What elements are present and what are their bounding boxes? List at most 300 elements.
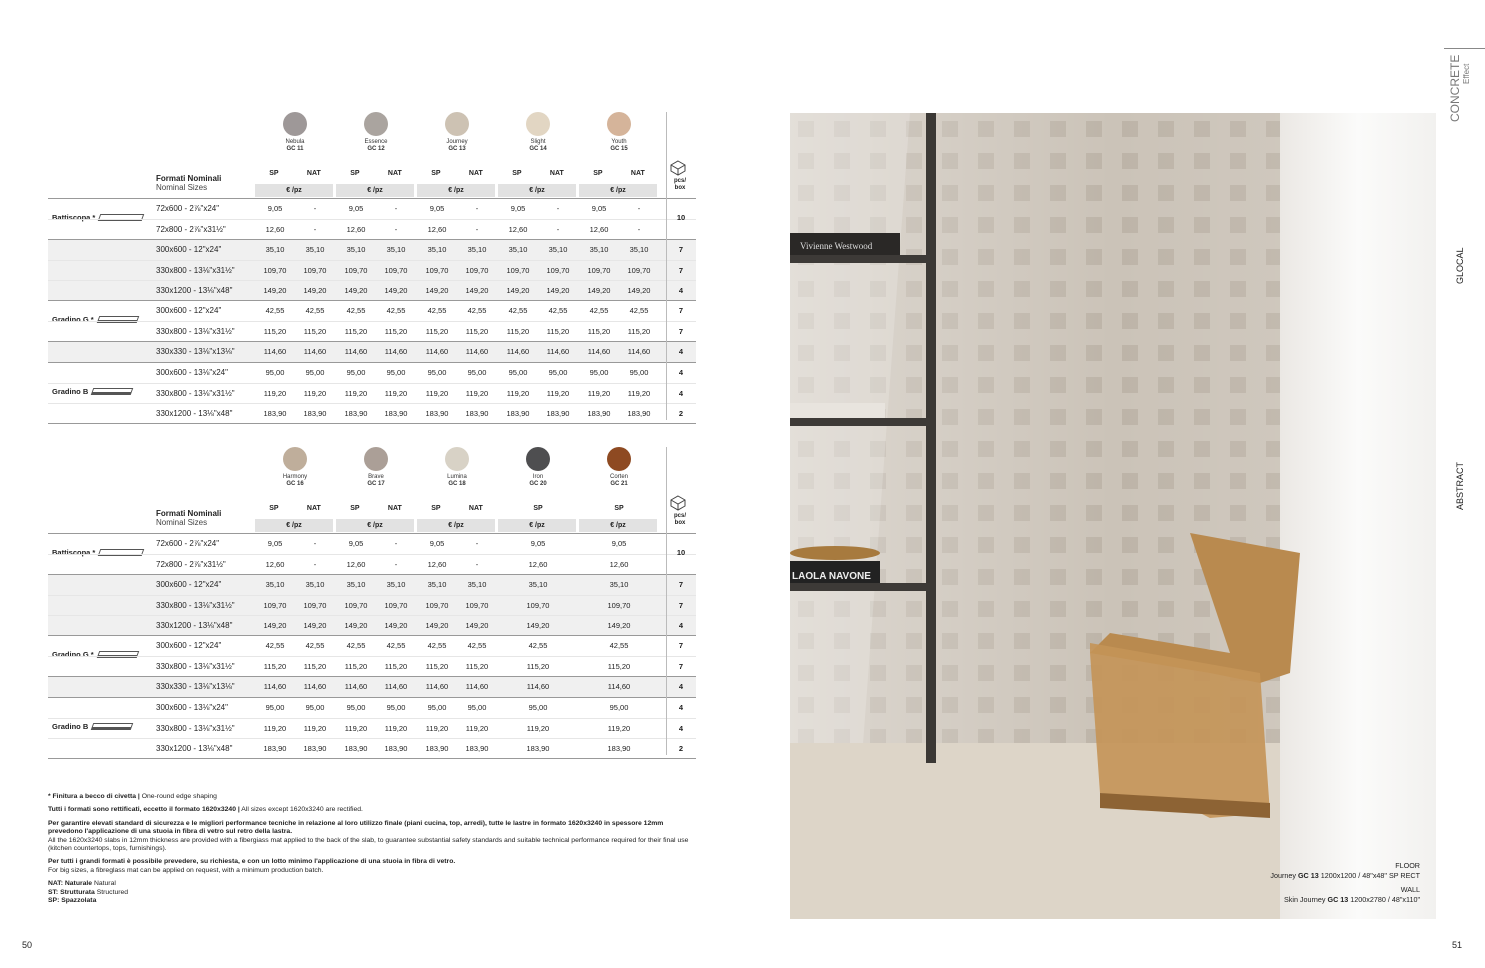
size-cell: 330x800 - 13⅛"x31½" <box>156 662 235 671</box>
price-sp: 109,70 <box>344 601 368 610</box>
price-sp: 95,00 <box>265 368 285 377</box>
swatch-iron <box>498 447 578 488</box>
swatch-youth <box>579 112 659 153</box>
colour-code: GC 12 <box>367 146 385 152</box>
price-nat: 149,20 <box>303 621 327 630</box>
price-nat: 119,20 <box>627 389 651 398</box>
finish-labels: SP NAT <box>269 170 321 177</box>
price-sp: 114,60 <box>587 347 611 356</box>
price-nat: 119,20 <box>465 389 489 398</box>
price-unit: € /pz <box>255 519 333 532</box>
finish-labels: SP NAT <box>350 505 402 512</box>
colour-name: Harmony <box>282 474 308 480</box>
price-sp: 119,20 <box>263 724 287 733</box>
price-sp: 35,10 <box>508 245 528 254</box>
size-cell: 72x800 - 2⅞"x31½" <box>156 225 226 234</box>
price-sp: 35,10 <box>528 580 548 589</box>
swatch-essence <box>336 112 416 153</box>
colour-dot <box>283 447 307 471</box>
price-sp: 9,05 <box>429 539 445 548</box>
box-icon <box>670 160 686 176</box>
price-sp: 114,60 <box>425 347 449 356</box>
finish-labels: SP NAT <box>512 170 564 177</box>
price-unit: € /pz <box>255 184 333 197</box>
price-unit: € /pz <box>498 184 576 197</box>
pcs-cell: 4 <box>678 347 684 356</box>
colour-code: GC 15 <box>610 146 628 152</box>
price-nat: 95,00 <box>305 703 325 712</box>
tab-glocal[interactable]: GLOCAL <box>1455 247 1465 284</box>
price-sp: 115,20 <box>344 662 368 671</box>
price-nat: 114,60 <box>303 347 327 356</box>
price-nat: - <box>475 225 479 234</box>
table-row <box>48 738 696 758</box>
price-nat: 114,60 <box>627 347 651 356</box>
table-row <box>48 595 696 615</box>
price-nat: 149,20 <box>384 621 408 630</box>
size-cell: 300x600 - 12"x24" <box>156 641 222 650</box>
colour-code: GC 21 <box>610 481 628 487</box>
price-nat: 35,10 <box>305 245 325 254</box>
price-nat: 109,70 <box>384 601 408 610</box>
price-nat: 114,60 <box>465 682 489 691</box>
colour-code: GC 16 <box>286 481 304 487</box>
price-sp: 12,60 <box>427 225 447 234</box>
price-unit: € /pz <box>498 519 576 532</box>
price-nat: 149,20 <box>384 286 408 295</box>
colour-name: Lumina <box>447 474 467 480</box>
price-sp: 183,90 <box>425 409 449 418</box>
table-row <box>48 342 696 362</box>
price-nat: 115,20 <box>303 662 327 671</box>
price-nat: 95,00 <box>386 703 406 712</box>
colour-dot <box>607 112 631 136</box>
price-unit: € /pz <box>579 519 657 532</box>
price-sp: 119,20 <box>344 389 368 398</box>
price-nat: 183,90 <box>303 744 327 753</box>
price-sp: 35,10 <box>346 580 366 589</box>
size-cell: 330x1200 - 13⅛"x48" <box>156 744 233 753</box>
price-sp: 35,10 <box>589 245 609 254</box>
price-sp: 119,20 <box>506 389 530 398</box>
price-table-2 <box>48 447 696 759</box>
interior-illustration <box>790 113 1436 919</box>
price-nat: - <box>556 225 560 234</box>
colour-code: GC 13 <box>448 146 466 152</box>
price-nat: 109,70 <box>384 266 408 275</box>
price-nat: 119,20 <box>465 724 489 733</box>
size-cell: 330x800 - 13⅛"x31½" <box>156 266 235 275</box>
colour-name: Nebula <box>285 139 305 145</box>
table-row <box>48 383 696 403</box>
price-nat: 109,70 <box>465 601 489 610</box>
colour-swatches <box>48 447 696 507</box>
price-sp: 114,60 <box>526 682 550 691</box>
product-label: Battiscopa * <box>52 548 143 557</box>
size-cell: 330x800 - 13⅛"x31½" <box>156 389 235 398</box>
pcs-cell: 4 <box>678 703 684 712</box>
product-group <box>48 533 696 574</box>
price-sp: 183,90 <box>344 409 368 418</box>
table-row <box>48 554 696 574</box>
price-sp: 9,05 <box>611 539 627 548</box>
colour-name: Journey <box>446 139 468 145</box>
pcs-per-box-heading: pcs/ box <box>673 178 686 191</box>
table-header <box>48 172 696 198</box>
price-sp: 9,05 <box>510 204 526 213</box>
price-nat: 115,20 <box>546 327 570 336</box>
price-nat: - <box>313 204 317 213</box>
size-cell: 330x1200 - 13⅛"x48" <box>156 621 233 630</box>
price-nat: 183,90 <box>465 744 489 753</box>
pcs-cell: 4 <box>678 286 684 295</box>
pcs-column-rule <box>666 447 667 755</box>
size-cell: 330x800 - 13⅛"x31½" <box>156 327 235 336</box>
finish-labels: SP <box>533 505 543 512</box>
swatch-corten <box>579 447 659 488</box>
finish-labels: SP NAT <box>431 170 483 177</box>
price-sp: 115,20 <box>526 662 550 671</box>
product-label: Gradino G * <box>52 315 138 324</box>
tab-effect: Effect <box>1462 63 1471 84</box>
price-nat: 95,00 <box>386 368 406 377</box>
price-sp: 183,90 <box>344 744 368 753</box>
price-nat: 35,10 <box>548 245 568 254</box>
colour-dot <box>526 112 550 136</box>
price-sp: 119,20 <box>344 724 368 733</box>
table-row <box>48 240 696 260</box>
price-sp: 109,70 <box>263 266 287 275</box>
price-nat: 95,00 <box>629 368 649 377</box>
price-nat: 109,70 <box>303 601 327 610</box>
price-sp: 115,20 <box>425 662 449 671</box>
table-row <box>48 280 696 300</box>
price-sp: 12,60 <box>589 225 609 234</box>
price-nat: 35,10 <box>305 580 325 589</box>
price-nat: 109,70 <box>627 266 651 275</box>
swatch-harmony <box>255 447 335 488</box>
price-sp: 42,55 <box>265 306 285 315</box>
colour-name: Iron <box>532 474 544 480</box>
product-group <box>48 697 696 758</box>
product-group <box>48 300 696 341</box>
colour-swatches <box>48 112 696 172</box>
formats-heading: Formati Nominali Nominal Sizes <box>156 174 222 192</box>
price-nat: 109,70 <box>465 266 489 275</box>
price-sp: 9,05 <box>530 539 546 548</box>
colour-code: GC 17 <box>367 481 385 487</box>
price-nat: - <box>394 560 398 569</box>
price-sp: 149,20 <box>607 621 631 630</box>
colour-code: GC 18 <box>448 481 466 487</box>
price-nat: 95,00 <box>548 368 568 377</box>
price-nat: - <box>475 539 479 548</box>
price-nat: 95,00 <box>305 368 325 377</box>
price-nat: 183,90 <box>384 744 408 753</box>
price-sp: 109,70 <box>344 266 368 275</box>
pcs-cell: 7 <box>678 641 684 650</box>
pcs-cell: 4 <box>678 368 684 377</box>
price-nat: 183,90 <box>465 409 489 418</box>
finish-labels: SP NAT <box>350 170 402 177</box>
pcs-cell: 7 <box>678 327 684 336</box>
pcs-cell: 7 <box>678 601 684 610</box>
price-unit: € /pz <box>579 184 657 197</box>
product-group <box>48 341 696 362</box>
size-cell: 330x800 - 13⅛"x31½" <box>156 601 235 610</box>
price-sp: 95,00 <box>508 368 528 377</box>
price-nat: 115,20 <box>627 327 651 336</box>
product-group <box>48 574 696 635</box>
pcs-cell: 7 <box>678 306 684 315</box>
price-nat: 115,20 <box>465 662 489 671</box>
price-sp: 109,70 <box>607 601 631 610</box>
price-sp: 35,10 <box>265 245 285 254</box>
finish-labels: SP NAT <box>269 505 321 512</box>
price-nat: 35,10 <box>467 245 487 254</box>
price-nat: 119,20 <box>546 389 570 398</box>
size-cell: 300x600 - 12"x24" <box>156 580 222 589</box>
price-unit: € /pz <box>336 184 414 197</box>
price-sp: 115,20 <box>263 327 287 336</box>
product-group <box>48 635 696 676</box>
swatch-journey <box>417 112 497 153</box>
price-sp: 149,20 <box>425 286 449 295</box>
table-row <box>48 321 696 341</box>
price-sp: 119,20 <box>263 389 287 398</box>
product-label: Gradino B <box>52 722 132 731</box>
price-sp: 95,00 <box>346 703 366 712</box>
price-sp: 149,20 <box>526 621 550 630</box>
pcs-cell: 7 <box>678 662 684 671</box>
size-cell: 330x1200 - 13⅛"x48" <box>156 409 233 418</box>
colour-name: Brave <box>368 474 384 480</box>
price-sp: 149,20 <box>344 621 368 630</box>
price-nat: 183,90 <box>384 409 408 418</box>
book-spine-1: Vivienne Westwood <box>800 241 873 251</box>
price-sp: 119,20 <box>587 389 611 398</box>
price-sp: 95,00 <box>609 703 629 712</box>
price-nat: 119,20 <box>384 389 408 398</box>
price-sp: 35,10 <box>427 245 447 254</box>
pcs-cell: 4 <box>678 621 684 630</box>
price-sp: 115,20 <box>344 327 368 336</box>
table-row <box>48 219 696 239</box>
price-sp: 115,20 <box>263 662 287 671</box>
table-row <box>48 698 696 718</box>
product-group <box>48 362 696 423</box>
swatch-lumina <box>417 447 497 488</box>
price-nat: 183,90 <box>627 409 651 418</box>
price-sp: 35,10 <box>609 580 629 589</box>
price-sp: 115,20 <box>607 662 631 671</box>
table-header <box>48 507 696 533</box>
colour-code: GC 11 <box>286 146 304 152</box>
product-group <box>48 676 696 697</box>
price-nat: - <box>637 204 641 213</box>
price-sp: 109,70 <box>526 601 550 610</box>
table-row <box>48 636 696 656</box>
price-nat: 149,20 <box>465 286 489 295</box>
table-row <box>48 363 696 383</box>
price-sp: 12,60 <box>427 560 447 569</box>
price-sp: 149,20 <box>587 286 611 295</box>
pcs-cell: 4 <box>678 724 684 733</box>
colour-dot <box>283 112 307 136</box>
price-sp: 149,20 <box>425 621 449 630</box>
price-sp: 109,70 <box>425 266 449 275</box>
colour-name: Essence <box>364 139 388 145</box>
pcs-cell: 2 <box>678 409 684 418</box>
price-nat: - <box>637 225 641 234</box>
price-nat: 35,10 <box>386 580 406 589</box>
price-sp: 109,70 <box>506 266 530 275</box>
price-nat: 114,60 <box>384 347 408 356</box>
price-sp: 183,90 <box>263 744 287 753</box>
price-nat: 42,55 <box>467 641 487 650</box>
size-cell: 72x800 - 2⅞"x31½" <box>156 560 226 569</box>
price-sp: 115,20 <box>425 327 449 336</box>
price-sp: 119,20 <box>607 724 631 733</box>
finish-labels: SP NAT <box>431 505 483 512</box>
size-cell: 330x800 - 13⅛"x31½" <box>156 724 235 733</box>
price-nat: - <box>475 560 479 569</box>
price-nat: - <box>556 204 560 213</box>
price-nat: 149,20 <box>303 286 327 295</box>
price-sp: 119,20 <box>526 724 550 733</box>
photo-caption: FLOOR Journey GC 13 1200x1200 / 48"x48" SP RECT WALL Skin Journey GC 13 1200x2780 / 48"x110" <box>1270 861 1420 904</box>
box-icon <box>670 495 686 511</box>
price-unit: € /pz <box>417 184 495 197</box>
price-nat: 109,70 <box>546 266 570 275</box>
price-nat: 114,60 <box>384 682 408 691</box>
price-sp: 119,20 <box>425 724 449 733</box>
price-sp: 149,20 <box>263 286 287 295</box>
price-nat: 114,60 <box>303 682 327 691</box>
size-cell: 300x600 - 12"x24" <box>156 245 222 254</box>
pcs-cell: 10 <box>676 213 686 222</box>
colour-code: GC 20 <box>529 481 547 487</box>
price-unit: € /pz <box>336 519 414 532</box>
price-sp: 183,90 <box>425 744 449 753</box>
price-nat: 42,55 <box>386 306 406 315</box>
price-nat: 183,90 <box>546 409 570 418</box>
price-sp: 12,60 <box>609 560 629 569</box>
product-label: Gradino G * <box>52 650 138 659</box>
price-sp: 35,10 <box>427 580 447 589</box>
price-sp: 42,55 <box>427 306 447 315</box>
colour-dot <box>607 447 631 471</box>
price-sp: 95,00 <box>427 368 447 377</box>
price-sp: 12,60 <box>508 225 528 234</box>
size-cell: 300x600 - 13⅛"x24" <box>156 703 228 712</box>
price-nat: 109,70 <box>303 266 327 275</box>
price-nat: - <box>475 204 479 213</box>
book-spine-2: LAOLA NAVONE <box>792 571 871 582</box>
table-row <box>48 575 696 595</box>
price-sp: 12,60 <box>265 225 285 234</box>
price-nat: 42,55 <box>386 641 406 650</box>
pcs-cell: 7 <box>678 245 684 254</box>
table-row <box>48 260 696 280</box>
product-group <box>48 239 696 300</box>
price-sp: 183,90 <box>526 744 550 753</box>
price-nat: 42,55 <box>548 306 568 315</box>
price-sp: 115,20 <box>587 327 611 336</box>
swatch-nebula <box>255 112 335 153</box>
price-sp: 183,90 <box>587 409 611 418</box>
price-sp: 114,60 <box>263 347 287 356</box>
price-nat: 42,55 <box>305 306 325 315</box>
table-row <box>48 301 696 321</box>
size-cell: 300x600 - 12"x24" <box>156 306 222 315</box>
price-sp: 109,70 <box>587 266 611 275</box>
size-cell: 72x600 - 2⅞"x24" <box>156 539 220 548</box>
price-sp: 114,60 <box>425 682 449 691</box>
finish-labels: SP NAT <box>593 170 645 177</box>
table-row <box>48 199 696 219</box>
price-sp: 95,00 <box>528 703 548 712</box>
colour-dot <box>445 112 469 136</box>
tab-concrete[interactable]: CONCRETE <box>1448 54 1462 122</box>
price-nat: - <box>394 225 398 234</box>
colour-dot <box>364 112 388 136</box>
swatch-brave <box>336 447 416 488</box>
price-nat: 35,10 <box>629 245 649 254</box>
price-sp: 12,60 <box>346 225 366 234</box>
room-photo <box>790 113 1436 919</box>
size-cell: 330x1200 - 13⅛"x48" <box>156 286 233 295</box>
price-sp: 35,10 <box>265 580 285 589</box>
table-row <box>48 656 696 676</box>
table-row <box>48 615 696 635</box>
price-sp: 42,55 <box>589 306 609 315</box>
tab-abstract[interactable]: ABSTRACT <box>1455 461 1465 510</box>
colour-name: Slight <box>530 139 546 145</box>
size-cell: 330x330 - 13⅛"x13⅛" <box>156 682 235 691</box>
price-sp: 9,05 <box>348 204 364 213</box>
colour-name: Youth <box>611 139 627 145</box>
pcs-cell: 7 <box>678 266 684 275</box>
size-cell: 300x600 - 13⅛"x24" <box>156 368 228 377</box>
price-sp: 183,90 <box>607 744 631 753</box>
price-nat: 115,20 <box>384 662 408 671</box>
price-sp: 42,55 <box>609 641 629 650</box>
price-sp: 149,20 <box>506 286 530 295</box>
product-label: Gradino B <box>52 387 132 396</box>
price-nat: 119,20 <box>303 724 327 733</box>
colour-dot <box>526 447 550 471</box>
price-sp: 12,60 <box>346 560 366 569</box>
pcs-cell: 4 <box>678 389 684 398</box>
price-sp: 109,70 <box>425 601 449 610</box>
table-row <box>48 534 696 554</box>
colour-dot <box>445 447 469 471</box>
price-sp: 149,20 <box>344 286 368 295</box>
pcs-column-rule <box>666 112 667 420</box>
pcs-cell: 7 <box>678 580 684 589</box>
price-sp: 114,60 <box>344 347 368 356</box>
price-nat: - <box>313 539 317 548</box>
price-nat: - <box>394 204 398 213</box>
price-sp: 95,00 <box>427 703 447 712</box>
price-sp: 114,60 <box>263 682 287 691</box>
price-sp: 42,55 <box>346 306 366 315</box>
page-number-left: 50 <box>22 940 33 950</box>
size-cell: 72x600 - 2⅞"x24" <box>156 204 220 213</box>
price-nat: 149,20 <box>546 286 570 295</box>
pcs-cell: 10 <box>676 548 686 557</box>
